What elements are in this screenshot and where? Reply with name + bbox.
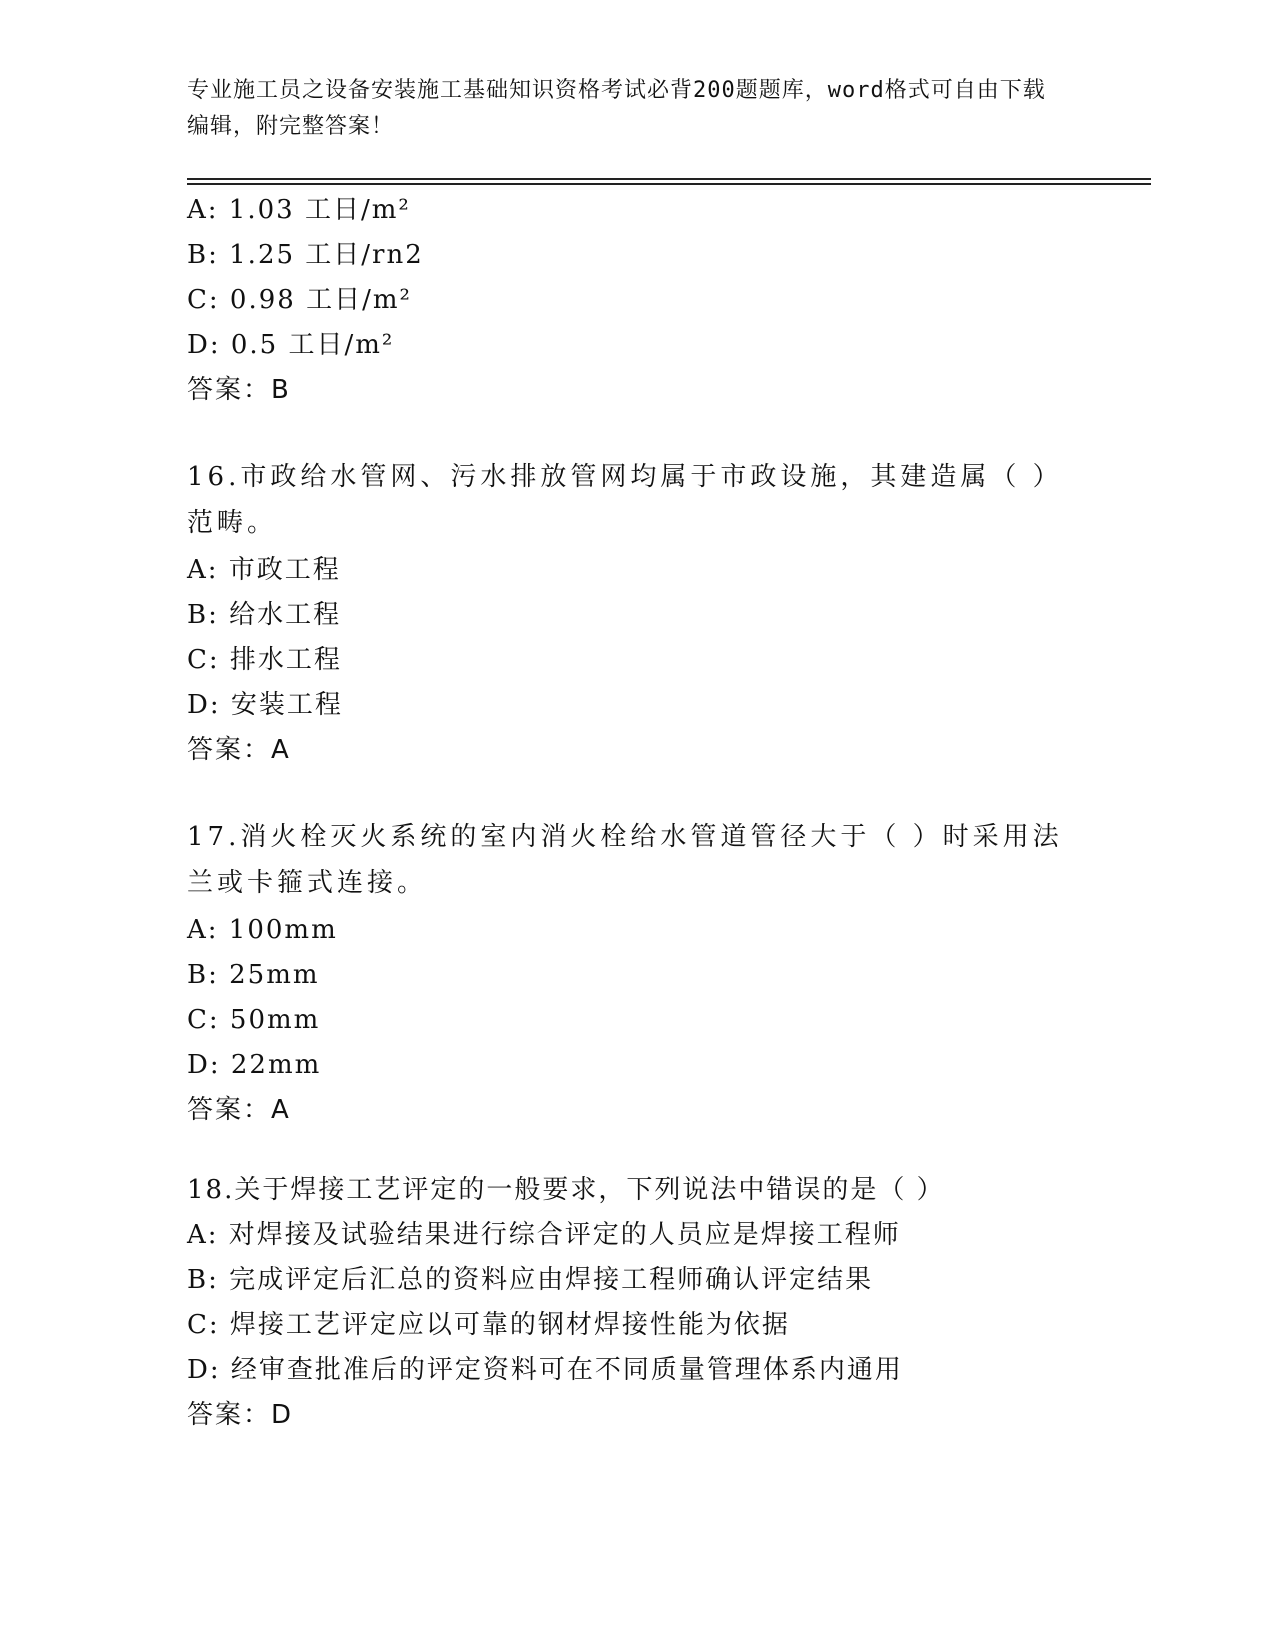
header-rule-bottom	[187, 183, 1151, 185]
option-d: D: 安装工程	[187, 690, 343, 720]
question-stem: 18.关于焊接工艺评定的一般要求，下列说法中错误的是（ ）	[187, 1175, 945, 1205]
answer-value: A	[271, 1095, 289, 1125]
option-c: C: 0.98 工日/m²	[187, 285, 412, 315]
option-c: C: 50mm	[187, 1005, 321, 1035]
option-d: D: 经审查批准后的评定资料可在不同质量管理体系内通用	[187, 1355, 903, 1385]
answer-value: A	[271, 735, 289, 765]
answer-label: 答案：	[187, 375, 272, 405]
option-c: C: 排水工程	[187, 645, 342, 675]
answer-line	[187, 1400, 291, 1430]
option-a: A: 100mm	[187, 915, 338, 945]
option-a: A: 1.03 工日/m²	[187, 195, 411, 225]
option-b: B: 给水工程	[187, 600, 342, 630]
option-b: B: 完成评定后汇总的资料应由焊接工程师确认评定结果	[187, 1265, 874, 1295]
option-a: A: 市政工程	[187, 555, 341, 585]
option-d: D: 0.5 工日/m²	[187, 330, 395, 360]
answer-label: 答案：	[187, 735, 272, 765]
option-a: A: 对焊接及试验结果进行综合评定的人员应是焊接工程师	[187, 1220, 901, 1250]
answer-line	[187, 375, 289, 405]
option-b: B: 1.25 工日/rn2	[187, 240, 424, 270]
answer-label: 答案：	[187, 1095, 272, 1125]
answer-line	[187, 1095, 289, 1125]
question-stem: 17.消火栓灭火系统的室内消火栓给水管道管径大于（ ）时采用法兰或卡箍式连接。	[187, 822, 1063, 898]
option-d: D: 22mm	[187, 1050, 322, 1080]
answer-line	[187, 735, 289, 765]
option-b: B: 25mm	[187, 960, 320, 990]
answer-value: D	[271, 1400, 292, 1430]
document-header: 专业施工员之设备安装施工基础知识资格考试必背200题题库，word格式可自由下载编辑，附完整答案！	[187, 78, 1046, 139]
answer-value: B	[271, 375, 289, 405]
header-rule-top	[187, 178, 1151, 180]
option-c: C: 焊接工艺评定应以可靠的钢材焊接性能为依据	[187, 1310, 790, 1340]
question-stem: 16.市政给水管网、污水排放管网均属于市政设施，其建造属（ ）范畴。	[187, 462, 1063, 538]
answer-label: 答案：	[187, 1400, 272, 1430]
